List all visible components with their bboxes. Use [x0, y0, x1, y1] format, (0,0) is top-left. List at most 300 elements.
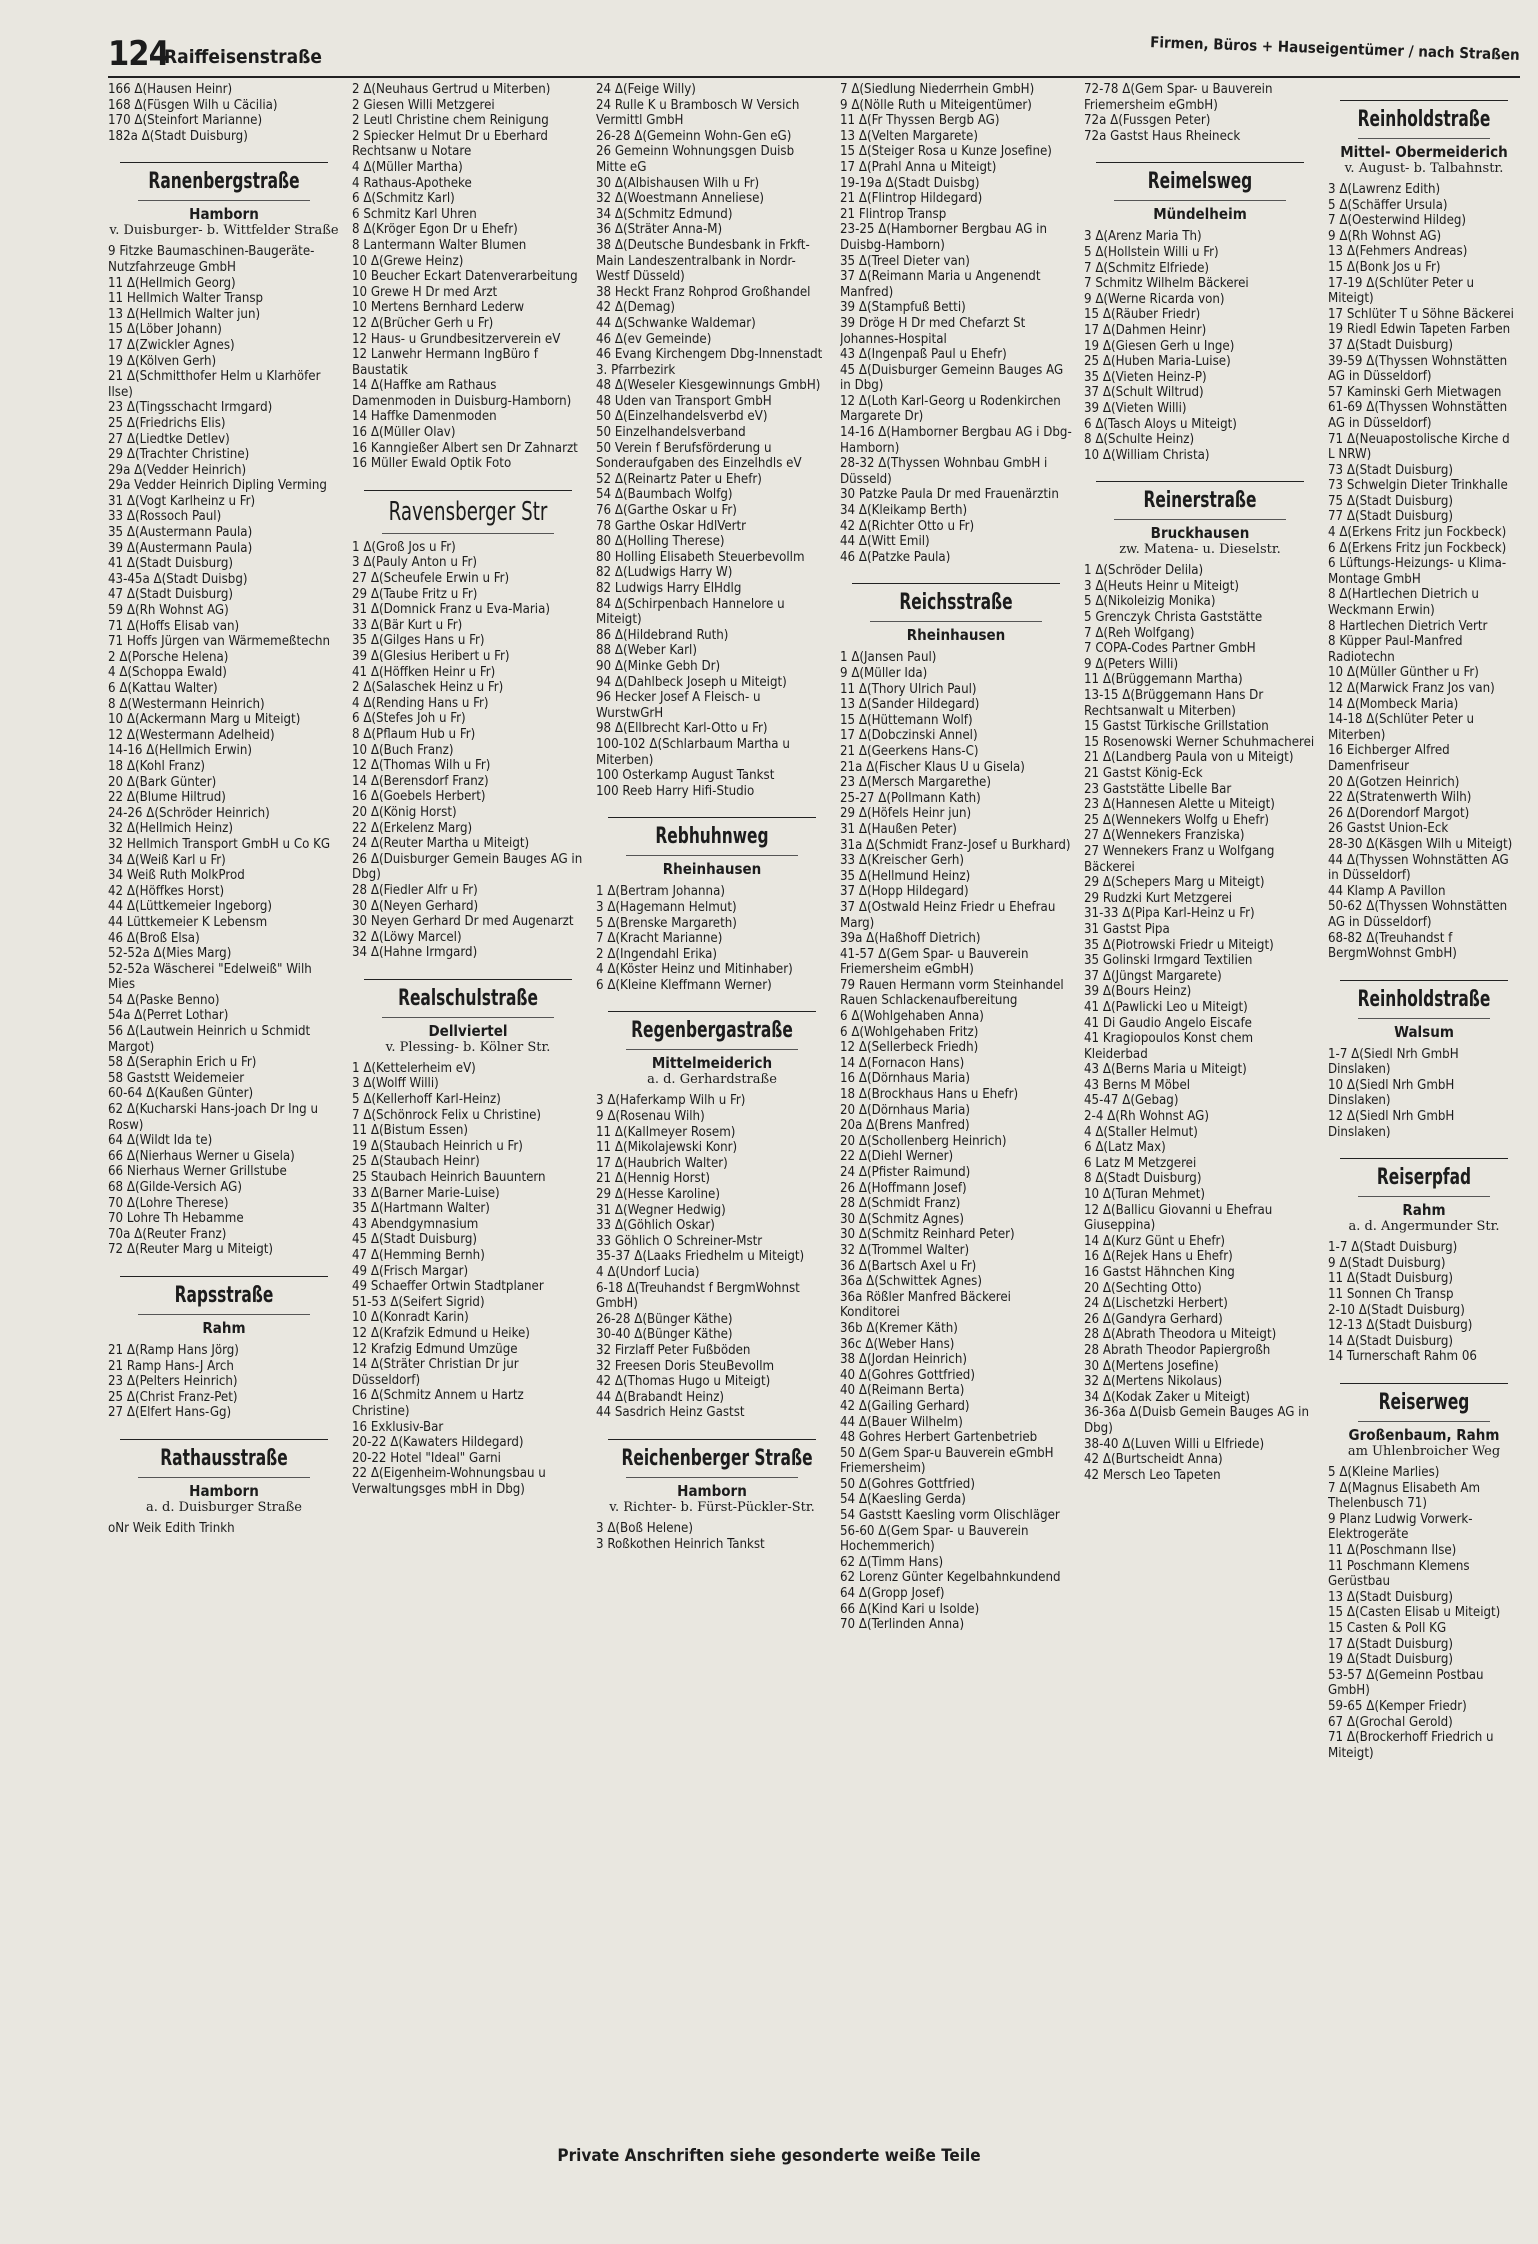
directory-entry: 6 Schmitz Karl Uhren — [352, 206, 477, 222]
directory-entry: 4 Δ(Erkens Fritz jun Fockbeck) — [1328, 525, 1507, 541]
street-rule-bottom — [626, 1049, 798, 1050]
directory-entry: 21 Flintrop Transp — [840, 206, 947, 222]
directory-entry: 70 Δ(Lohre Therese) — [108, 1195, 229, 1211]
directory-entry: 20a Δ(Brens Manfred) — [840, 1118, 970, 1134]
directory-entry: 11 Δ(Mikolajewski Konr) — [596, 1140, 738, 1156]
directory-entry: 166 Δ(Hausen Heinr) — [108, 82, 233, 97]
directory-entry: 15 Rosenowski Werner Schuhmacherei — [1084, 734, 1315, 750]
street-name: Reiserpfad — [1376, 1165, 1472, 1191]
directory-entry: 20 Δ(Sechting Otto) — [1084, 1280, 1202, 1296]
directory-entry: 1 Δ(Schröder Delila) — [1084, 563, 1204, 579]
street-heading — [1328, 1158, 1520, 1234]
directory-entry: 46 Δ(Broß Elsa) — [108, 930, 200, 946]
directory-entry: 32 Firzlaff Peter Fußböden — [596, 1342, 751, 1358]
directory-entry: 37 Δ(Jüngst Margarete) — [1084, 968, 1222, 984]
directory-entry: 23-25 Δ(Hamborner Bergbau AG in Duisbg-Hamborn) — [840, 222, 1048, 253]
directory-entry: 15 Δ(Hüttemann Wolf) — [840, 712, 973, 728]
directory-entry: 28-30 Δ(Käsgen Wilh u Miteigt) — [1328, 836, 1513, 852]
directory-entry: 27 Δ(Liedtke Detlev) — [108, 431, 230, 447]
directory-entry: 35 Δ(Hellmund Heinz) — [840, 868, 971, 884]
directory-entry: 82 Ludwigs Harry ElHdlg — [596, 581, 742, 596]
directory-entry: 4 Δ(Schoppa Ewald) — [108, 665, 227, 681]
directory-entry: 24 Rulle K u Brambosch W Versich Vermittl GmbH — [596, 97, 800, 129]
directory-entry: 31 Δ(Haußen Peter) — [840, 821, 957, 837]
directory-entry: 14 Haffke Damenmoden — [352, 409, 497, 425]
directory-entry: 25 Staubach Heinrich Bauuntern — [352, 1170, 546, 1186]
directory-entry: 21 Gastst König-Eck — [1084, 766, 1203, 781]
street-location: v. Duisburger- b. Wittfelder Straße — [109, 223, 339, 239]
directory-entry: 4 Δ(Staller Helmut) — [1084, 1124, 1198, 1140]
street-rule — [120, 1439, 328, 1440]
directory-entry: 39 Δ(Vieten Willi) — [1084, 400, 1187, 416]
directory-entry: 94 Δ(Dahlbeck Joseph u Miteigt) — [596, 674, 787, 690]
directory-entry: 71 Hoffs Jürgen van Wärmemeßtechn — [108, 634, 331, 650]
directory-entry: 43 Δ(Berns Maria u Miteigt) — [1084, 1062, 1247, 1078]
street-location: a. d. Gerhardstraße — [647, 1072, 777, 1088]
street-heading — [1084, 162, 1316, 223]
directory-entry: 10 Beucher Eckart Datenverarbeitung — [352, 269, 578, 285]
directory-entry: 62 Δ(Timm Hans) — [840, 1554, 944, 1570]
directory-entry: 86 Δ(Hildebrand Ruth) — [596, 627, 729, 643]
directory-entry: 5 Δ(Schäffer Ursula) — [1328, 197, 1448, 213]
directory-entry: 80 Δ(Holling Therese) — [596, 534, 725, 550]
directory-entry: 9 Δ(Nölle Ruth u Miteigentümer) — [840, 97, 1032, 113]
directory-entry: 26 Δ(Gandyra Gerhard) — [1084, 1311, 1223, 1327]
directory-entry: 6 Δ(Stefes Joh u Fr) — [352, 711, 466, 727]
directory-entry: 4 Rathaus-Apotheke — [352, 175, 472, 191]
directory-entry: 17-19 Δ(Schlüter Peter u Miteigt) — [1328, 275, 1475, 307]
directory-entry: 26 Gemeinn Wohnungsgen Duisb Mitte eG — [596, 144, 795, 175]
street-heading — [1084, 481, 1316, 557]
directory-entry: 8 Hartlechen Dietrich Vertr — [1328, 618, 1488, 634]
directory-entry: 19-19a Δ(Stadt Duisbg) — [840, 175, 980, 191]
directory-entry: 2-4 Δ(Rh Wohnst AG) — [1084, 1109, 1209, 1125]
street-rule — [852, 583, 1060, 584]
directory-entry: 5 Δ(Kellerhoff Karl-Heinz) — [352, 1092, 501, 1108]
directory-entry: 19 Δ(Stadt Duisburg) — [1328, 1652, 1454, 1668]
directory-entry: 182a Δ(Stadt Duisburg) — [108, 128, 248, 144]
directory-entry: 100 Reeb Harry Hifi-Studio — [596, 783, 755, 799]
directory-entry: 4 Δ(Undorf Lucia) — [596, 1265, 700, 1280]
street-name: Reiserweg — [1378, 1390, 1470, 1415]
directory-entry: 70 Δ(Terlinden Anna) — [840, 1617, 965, 1633]
directory-entry: 33 Δ(Rossoch Paul) — [108, 509, 222, 525]
directory-entry: 36b Δ(Kremer Käth) — [840, 1320, 958, 1336]
street-rule-bottom — [382, 533, 554, 534]
directory-entry: 26 Δ(Duisburger Gemein Bauges AG in Dbg) — [352, 851, 583, 883]
directory-entry: 37 Δ(Reimann Maria u Angenendt Manfred) — [840, 269, 1041, 300]
directory-entry: 33 Δ(Kreischer Gerh) — [840, 853, 965, 869]
directory-entry: 30 Δ(Schmitz Reinhard Peter) — [840, 1227, 1015, 1243]
directory-entry: 3 Δ(Hagemann Helmut) — [596, 899, 737, 915]
directory-entry: 39-59 Δ(Thyssen Wohnstätten AG in Düsseldorf) — [1328, 353, 1508, 385]
directory-entry: 100 Osterkamp August Tankst — [596, 768, 775, 784]
directory-entry: 73 Schwelgin Dieter Trinkhalle — [1328, 478, 1508, 494]
directory-entry: 33 Göhlich O Schreiner-Mstr — [596, 1233, 763, 1249]
directory-entry: 32 Δ(Hellmich Heinz) — [108, 821, 233, 837]
directory-entry: 41 Δ(Stadt Duisburg) — [108, 556, 234, 572]
directory-entry: 45 Δ(Duisburger Gemeinn Bauges AG in Dbg) — [840, 362, 1064, 394]
directory-entry: 14 Δ(Mombeck Maria) — [1328, 696, 1459, 712]
directory-entry: 40 Δ(Gohres Gottfried) — [840, 1367, 975, 1383]
directory-entry: 20 Δ(Dörnhaus Maria) — [840, 1102, 971, 1118]
directory-entry: 9 Δ(Müller Ida) — [840, 666, 928, 681]
directory-entry: 36 Δ(Sträter Anna-M) — [596, 222, 723, 238]
directory-entry: 22 Δ(Diehl Werner) — [840, 1149, 954, 1165]
directory-entry: 50 Verein f Berufsförderung u Sonderaufgaben des Einzelhdls eV — [596, 440, 802, 472]
directory-entry: 12 Haus- u Grundbesitzerverein eV — [352, 331, 561, 347]
directory-entry: 72 Δ(Reuter Marg u Miteigt) — [108, 1242, 274, 1258]
directory-entry: 6-18 Δ(Treuhandst f BergmWohnst GmbH) — [596, 1280, 800, 1312]
street-rule — [364, 979, 572, 980]
directory-entry: 42 Δ(Gailing Gerhard) — [840, 1398, 970, 1414]
directory-entry: 34 Δ(Weiß Karl u Fr) — [108, 852, 226, 868]
directory-entry: 2 Δ(Porsche Helena) — [108, 649, 229, 665]
directory-entry: 17 Δ(Dahmen Heinr) — [1084, 322, 1207, 338]
street-district: Walsum — [1394, 1022, 1454, 1041]
directory-entry: 43 Abendgymnasium — [352, 1216, 479, 1232]
directory-entry: 17 Schlüter T u Söhne Bäckerei — [1328, 306, 1514, 322]
directory-entry: 6 Δ(Wohlgehaben Anna) — [840, 1009, 984, 1025]
directory-entry: 2 Δ(Salaschek Heinz u Fr) — [352, 680, 504, 696]
directory-entry: 31-33 Δ(Pipa Karl-Heinz u Fr) — [1084, 906, 1255, 922]
street-rule — [1340, 100, 1508, 101]
directory-entry: 41 Δ(Höffken Heinr u Fr) — [352, 664, 496, 680]
directory-entry: 32 Freesen Doris SteuBevollm — [596, 1358, 775, 1374]
directory-entry: 17 Δ(Dobczinski Annel) — [840, 728, 978, 744]
street-rule-bottom — [1358, 1018, 1490, 1019]
street-location: am Uhlenbroicher Weg — [1347, 1444, 1501, 1459]
directory-entry: 36c Δ(Weber Hans) — [840, 1336, 955, 1352]
directory-entry: 46 Evang Kirchengem Dbg-Innenstadt 3. Pfarrbezirk — [596, 347, 823, 378]
street-heading — [596, 1011, 828, 1087]
directory-entry: 44 Δ(Witt Emil) — [840, 534, 930, 550]
directory-entry: 80 Holling Elisabeth Steuerbevollm — [596, 549, 805, 565]
directory-entry: 9 Δ(Rh Wohnst AG) — [1328, 228, 1442, 244]
directory-column-5 — [1084, 82, 1316, 2122]
directory-entry: 2 Δ(Neuhaus Gertrud u Miterben) — [352, 82, 551, 97]
directory-entry: 8 Δ(Kröger Egon Dr u Ehefr) — [352, 222, 518, 238]
directory-entry: 11 Hellmich Walter Transp — [108, 291, 264, 307]
directory-entry: 26-28 Δ(Bünger Käthe) — [596, 1311, 733, 1327]
directory-entry: 2 Δ(Ingendahl Erika) — [596, 946, 718, 962]
street-rule-bottom — [1358, 1196, 1490, 1197]
directory-entry: 18 Δ(Brockhaus Hans u Ehefr) — [840, 1087, 1019, 1103]
street-district: Rahm — [1402, 1201, 1446, 1220]
street-district: Mündelheim — [1153, 205, 1247, 224]
directory-entry: 6 Lüftungs-Heizungs- u Klima-Montage GmbH — [1328, 556, 1507, 587]
directory-entry: 46 Δ(Patzke Paula) — [840, 549, 951, 565]
directory-entry: 50-62 Δ(Thyssen Wohnstätten AG in Düsseldorf) — [1328, 899, 1508, 930]
street-rule — [1340, 1383, 1508, 1384]
directory-entry: 47 Δ(Hemming Bernh) — [352, 1248, 485, 1263]
directory-entry: 25-27 Δ(Pollmann Kath) — [840, 790, 981, 806]
directory-entry: 56 Δ(Lautwein Heinrich u Schmidt Margot) — [108, 1024, 311, 1055]
directory-entry: 6 Δ(Schmitz Karl) — [352, 191, 455, 207]
street-location: a. d. Duisburger Straße — [146, 1499, 302, 1515]
directory-entry: 47 Δ(Stadt Duisburg) — [108, 587, 234, 603]
directory-entry: 10 Δ(William Christa) — [1084, 447, 1210, 463]
street-district: Bruckhausen — [1150, 524, 1250, 543]
directory-entry: 20-22 Hotel "Ideal" Garni — [352, 1450, 501, 1466]
directory-entry: 14 Turnerschaft Rahm 06 — [1328, 1349, 1477, 1365]
directory-entry: 30 Patzke Paula Dr med Frauenärztin — [840, 487, 1059, 503]
directory-column-3 — [596, 82, 828, 2122]
directory-entry: 44 Klamp A Pavillon — [1328, 883, 1446, 899]
street-name: Reichenberger Straße — [621, 1445, 813, 1471]
directory-entry: 12 Δ(Siedl Nrh GmbH Dinslaken) — [1328, 1109, 1455, 1140]
directory-entry: 90 Δ(Minke Gebh Dr) — [596, 658, 721, 674]
directory-entry: 71 Δ(Brockerhoff Friedrich u Miteigt) — [1328, 1730, 1494, 1761]
street-rule — [364, 490, 572, 491]
directory-entry: 6 Δ(Latz Max) — [1084, 1140, 1166, 1156]
directory-entry: 52 Δ(Reinartz Pater u Ehefr) — [596, 471, 762, 487]
street-heading — [596, 817, 828, 878]
page-header — [108, 34, 1520, 74]
directory-entry: 67 Δ(Grochal Gerold) — [1328, 1714, 1453, 1730]
directory-entry: 14 Δ(Haffke am Rathaus Damenmoden in Duisburg-Hamborn) — [352, 378, 572, 409]
directory-entry: 44 Δ(Bauer Wilhelm) — [840, 1414, 963, 1430]
directory-entry: 9 Δ(Stadt Duisburg) — [1328, 1255, 1446, 1271]
directory-entry: 29 Δ(Taube Fritz u Fr) — [352, 586, 478, 602]
directory-entry: 6 Δ(Kleine Kleffmann Werner) — [596, 977, 772, 993]
directory-entry: 10 Mertens Bernhard Lederw — [352, 300, 525, 316]
directory-entry: 15 Gastst Türkische Grillstation — [1084, 719, 1269, 735]
directory-entry: 29 Δ(Schepers Marg u Miteigt) — [1084, 875, 1265, 891]
directory-entry: 35-37 Δ(Laaks Friedhelm u Miteigt) — [596, 1249, 805, 1265]
directory-entry: 6 Δ(Kattau Walter) — [108, 681, 218, 696]
directory-entry: 37 Δ(Hopp Hildegard) — [840, 884, 969, 900]
directory-entry: 38-40 Δ(Luven Willi u Elfriede) — [1084, 1436, 1265, 1452]
directory-entry: 16 Gastst Hähnchen King — [1084, 1265, 1235, 1280]
directory-entry: 13 Δ(Stadt Duisburg) — [1328, 1589, 1454, 1605]
directory-entry: 42 Δ(Demag) — [596, 300, 676, 316]
directory-entry: 21 Δ(Landberg Paula von u Miteigt) — [1084, 750, 1294, 766]
directory-entry: 14 Δ(Fornacon Hans) — [840, 1055, 965, 1071]
directory-entry: 46 Δ(ev Gemeinde) — [596, 331, 712, 347]
directory-entry: 28 Δ(Schmidt Franz) — [840, 1196, 961, 1212]
directory-columns — [108, 82, 1520, 2122]
directory-entry: 21 Δ(Flintrop Hildegard) — [840, 191, 983, 207]
directory-entry: 35 Golinski Irmgard Textilien — [1084, 953, 1253, 969]
directory-column-6 — [1328, 82, 1520, 2122]
street-name: Ranenbergstraße — [148, 169, 300, 195]
directory-entry: 44 Δ(Schwanke Waldemar) — [596, 315, 756, 331]
directory-entry: 3 Δ(Lawrenz Edith) — [1328, 182, 1441, 197]
directory-entry: 50 Δ(Gohres Gottfried) — [840, 1476, 975, 1492]
street-rule-bottom — [1114, 200, 1286, 201]
directory-entry: 12-13 Δ(Stadt Duisburg) — [1328, 1318, 1473, 1334]
directory-entry: 26 Δ(Dorendorf Margot) — [1328, 805, 1470, 821]
directory-entry: 16 Exklusiv-Bar — [352, 1419, 444, 1435]
directory-entry: 88 Δ(Weber Karl) — [596, 643, 697, 659]
directory-entry: 38 Δ(Deutsche Bundesbank in Frkft-Main Landeszentralbank in Nordr-Westf Düsseld) — [596, 237, 810, 285]
directory-entry: 3 Δ(Heuts Heinr u Miteigt) — [1084, 578, 1239, 594]
directory-entry: 31 Δ(Domnick Franz u Eva-Maria) — [352, 602, 550, 618]
directory-entry: 38 Heckt Franz Rohprod Großhandel — [596, 284, 811, 300]
directory-entry: 2 Spiecker Helmut Dr u Eberhard Rechtsanw u Notare — [352, 128, 548, 160]
directory-entry: 28 Abrath Theodor Papiergroßh — [1084, 1342, 1271, 1358]
directory-entry: 13 Δ(Hellmich Walter jun) — [108, 306, 261, 322]
directory-entry: 14-16 Δ(Hamborner Bergbau AG i Dbg-Hamborn) — [840, 425, 1072, 456]
street-rule — [608, 1439, 816, 1440]
directory-entry: 13-15 Δ(Brüggemann Hans Dr Rechtsanwalt u Miterben) — [1084, 688, 1264, 719]
street-heading — [108, 1276, 340, 1337]
directory-entry: 35 Δ(Austermann Paula) — [108, 525, 253, 541]
street-name: Ravensberger Str — [388, 496, 548, 527]
directory-entry: 11 Δ(Poschmann Ilse) — [1328, 1542, 1457, 1558]
page-number: 124 — [108, 34, 169, 74]
directory-entry: 25 Δ(Staubach Heinr) — [352, 1154, 480, 1170]
directory-entry: 39a Δ(Haßhoff Dietrich) — [840, 931, 981, 947]
directory-entry: 3 Δ(Pauly Anton u Fr) — [352, 555, 477, 571]
directory-entry: 36-36a Δ(Duisb Gemein Bauges AG in Dbg) — [1084, 1405, 1310, 1436]
directory-entry: 16 Δ(Goebels Herbert) — [352, 789, 486, 805]
street-rule-bottom — [870, 621, 1042, 622]
directory-entry: 23 Δ(Hannesen Alette u Miteigt) — [1084, 797, 1275, 813]
directory-entry: 170 Δ(Steinfort Marianne) — [108, 113, 263, 129]
street-district: Großenbaum, Rahm — [1348, 1426, 1500, 1444]
street-district: Dellviertel — [428, 1021, 508, 1040]
directory-entry: 35 Δ(Vieten Heinz-P) — [1084, 369, 1207, 385]
directory-entry: 24 Δ(Pfister Raimund) — [840, 1165, 971, 1180]
directory-entry: 39 Δ(Glesius Heribert u Fr) — [352, 649, 510, 664]
directory-entry: 19 Riedl Edwin Tapeten Farben — [1328, 322, 1511, 338]
directory-entry: 9 Fitzke Baumaschinen-Baugeräte-Nutzfahrzeuge GmbH — [108, 244, 315, 275]
directory-entry: 25 Δ(Christ Franz-Pet) — [108, 1389, 238, 1405]
directory-entry: 5 Δ(Hollstein Willi u Fr) — [1084, 244, 1219, 260]
street-rule-bottom — [138, 1477, 310, 1478]
directory-entry: 77 Δ(Stadt Duisburg) — [1328, 509, 1454, 525]
directory-entry: 32 Δ(Woestmann Anneliese) — [596, 191, 765, 207]
directory-entry: 34 Δ(Kleikamp Berth) — [840, 503, 968, 519]
directory-entry: 7 Δ(Kracht Marianne) — [596, 931, 723, 947]
street-heading — [1328, 100, 1520, 176]
directory-entry: 66 Nierhaus Werner Grillstube — [108, 1164, 287, 1180]
directory-entry: 12 Δ(Krafzik Edmund u Heike) — [352, 1325, 530, 1341]
directory-entry: 12 Δ(Loth Karl-Georg u Rodenkirchen Margarete Dr) — [840, 393, 1061, 425]
directory-entry: 10 Δ(Buch Franz) — [352, 742, 454, 758]
directory-entry: 7 Δ(Schmitz Elfriede) — [1084, 260, 1210, 276]
directory-entry: 31 Δ(Wegner Hedwig) — [596, 1202, 726, 1218]
directory-column-2 — [352, 82, 584, 2122]
directory-entry: 75 Δ(Stadt Duisburg) — [1328, 493, 1454, 509]
directory-entry: 24 Δ(Lischetzki Herbert) — [1084, 1296, 1228, 1312]
directory-entry: 24 Δ(Feige Willy) — [596, 82, 696, 97]
street-rule-bottom — [138, 1314, 310, 1315]
directory-entry: 64 Δ(Wildt Ida te) — [108, 1133, 213, 1149]
street-name: Regenbergastraße — [631, 1018, 793, 1044]
directory-entry: 16 Δ(Schmitz Annem u Hartz Christine) — [352, 1388, 524, 1419]
directory-entry: 22 Δ(Blume Hiltrud) — [108, 790, 226, 806]
directory-entry: 11 Δ(Brüggemann Martha) — [1084, 672, 1243, 688]
street-location: zw. Matena- u. Dieselstr. — [1119, 542, 1281, 558]
directory-entry: 29a Δ(Vedder Heinrich) — [108, 462, 247, 478]
directory-entry: 30 Δ(Neyen Gerhard) — [352, 898, 479, 914]
directory-entry: 45-47 Δ(Gebag) — [1084, 1093, 1179, 1109]
street-rule — [1340, 980, 1508, 981]
directory-entry: 42 Δ(Thomas Hugo u Miteigt) — [596, 1374, 771, 1390]
directory-entry: 50 Einzelhandelsverband — [596, 425, 746, 441]
directory-entry: 26 Gastst Union-Eck — [1328, 821, 1449, 837]
directory-entry: 70a Δ(Reuter Franz) — [108, 1226, 227, 1242]
street-rule — [608, 1011, 816, 1012]
directory-entry: 48 Uden van Transport GmbH — [596, 393, 772, 409]
directory-entry: 6 Δ(Erkens Fritz jun Fockbeck) — [1328, 540, 1507, 556]
directory-entry: 39 Δ(Austermann Paula) — [108, 540, 253, 556]
directory-entry: 8 Δ(Stadt Duisburg) — [1084, 1171, 1202, 1187]
directory-entry: 16 Δ(Müller Olav) — [352, 425, 456, 441]
directory-entry: 37 Δ(Schult Wiltrud) — [1084, 385, 1204, 401]
street-name: Rebhuhnweg — [655, 824, 769, 850]
street-name: Rapsstraße — [174, 1282, 274, 1308]
directory-entry: 34 Δ(Kodak Zaker u Miteigt) — [1084, 1389, 1251, 1405]
directory-entry: 4 Δ(Rending Hans u Fr) — [352, 695, 489, 711]
directory-entry: 15 Casten & Poll KG — [1328, 1620, 1447, 1636]
directory-entry: 21 Ramp Hans-J Arch — [108, 1358, 234, 1374]
street-name: Reichsstraße — [899, 590, 1013, 616]
directory-entry: 1 Δ(Bertram Johanna) — [596, 884, 725, 900]
street-rule — [1096, 481, 1304, 482]
directory-column-4 — [840, 82, 1072, 2122]
directory-entry: 41-57 Δ(Gem Spar- u Bauverein Friemersheim eGmbH) — [840, 946, 1029, 978]
directory-entry: 96 Hecker Josef A Fleisch- u WurstwGrH — [596, 690, 761, 721]
directory-entry: 3 Δ(Arenz Maria Th) — [1084, 229, 1202, 245]
directory-entry: 44 Δ(Brabandt Heinz) — [596, 1389, 725, 1405]
street-rule-bottom — [382, 1017, 554, 1018]
directory-entry: 20 Δ(Bark Günter) — [108, 774, 217, 790]
directory-entry: 29 Δ(Trachter Christine) — [108, 447, 250, 463]
directory-entry: 15 Δ(Casten Elisab u Miteigt) — [1328, 1605, 1501, 1621]
directory-entry: 54 Δ(Kaesling Gerda) — [840, 1492, 966, 1508]
directory-entry: 10 Δ(Müller Günther u Fr) — [1328, 665, 1479, 681]
directory-entry: 9 Planz Ludwig Vorwerk-Elektrogeräte — [1328, 1511, 1473, 1543]
directory-entry: 8 Δ(Schulte Heinz) — [1084, 432, 1195, 448]
street-rule-bottom — [626, 1477, 798, 1478]
directory-entry: oNr Weik Edith Trinkh — [108, 1520, 235, 1536]
directory-entry: 73 Δ(Stadt Duisburg) — [1328, 462, 1454, 478]
street-heading — [1328, 1383, 1520, 1459]
directory-entry: 21a Δ(Fischer Klaus U u Gisela) — [840, 759, 1025, 775]
directory-entry: 14-16 Δ(Hellmich Erwin) — [108, 743, 252, 759]
street-district: Rheinhausen — [906, 626, 1006, 645]
directory-entry: 32 Δ(Mertens Nikolaus) — [1084, 1374, 1223, 1390]
directory-entry: 9 Δ(Werne Ricarda von) — [1084, 291, 1225, 307]
directory-entry: 14 Δ(Kurz Günt u Ehefr) — [1084, 1233, 1226, 1249]
directory-entry: 42 Δ(Richter Otto u Fr) — [840, 518, 975, 534]
directory-entry: 10 Δ(Ackermann Marg u Miteigt) — [108, 712, 301, 728]
street-rule-bottom — [1114, 519, 1286, 520]
directory-entry: 3 Δ(Haferkamp Wilh u Fr) — [596, 1093, 746, 1109]
directory-entry: 168 Δ(Füsgen Wilh u Cäcilia) — [108, 97, 278, 113]
directory-entry: 7 Δ(Reh Wolfgang) — [1084, 625, 1195, 641]
directory-entry: 23 Gaststätte Libelle Bar — [1084, 781, 1232, 797]
directory-entry: 7 Δ(Siedlung Niederrhein GmbH) — [840, 82, 1035, 97]
directory-entry: 22 Δ(Stratenwerth Wilh) — [1328, 790, 1472, 806]
street-location: v. Richter- b. Fürst-Pückler-Str. — [609, 1499, 815, 1515]
directory-entry: 28 Δ(Fiedler Alfr u Fr) — [352, 882, 478, 898]
directory-entry: 37 Δ(Stadt Duisburg) — [1328, 337, 1454, 353]
directory-entry: 54 Δ(Paske Benno) — [108, 992, 220, 1008]
directory-entry: 13 Δ(Velten Margarete) — [840, 128, 978, 144]
directory-entry: 53-57 Δ(Gemeinn Postbau GmbH) — [1328, 1667, 1484, 1699]
directory-entry: 35 Δ(Treel Dieter van) — [840, 253, 970, 269]
directory-entry: 54a Δ(Perret Lothar) — [108, 1008, 229, 1024]
directory-entry: 17 Δ(Zwickler Agnes) — [108, 337, 235, 353]
directory-entry: 44 Δ(Thyssen Wohnstätten AG in Düsseldorf) — [1328, 852, 1509, 884]
directory-entry: 30 Δ(Schmitz Agnes) — [840, 1211, 964, 1227]
directory-entry: 43 Δ(Ingenpaß Paul u Ehefr) — [840, 347, 1007, 363]
